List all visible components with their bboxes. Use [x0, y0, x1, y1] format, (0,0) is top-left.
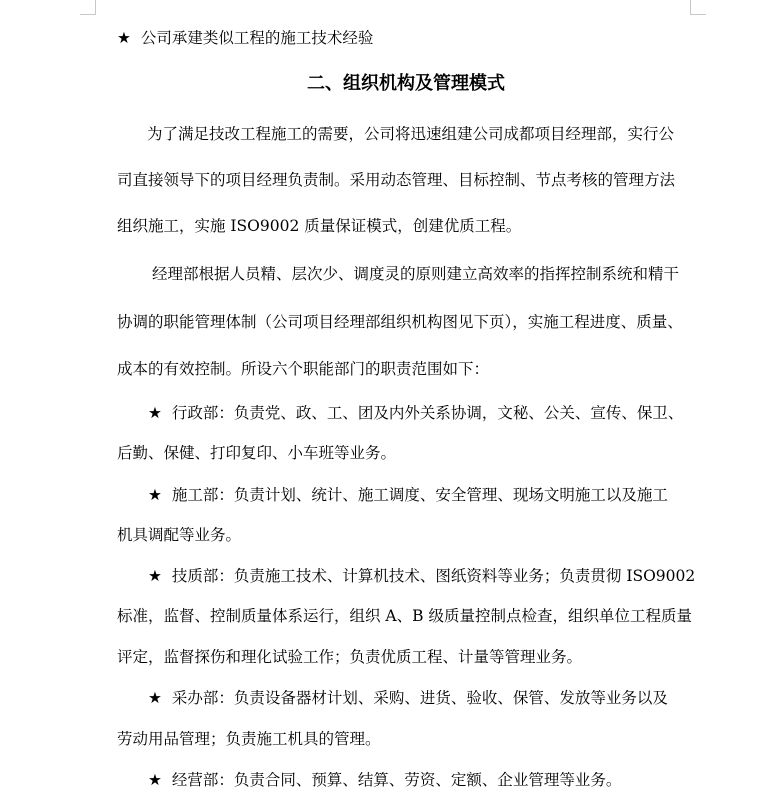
line-text: 经营部：负责合同、预算、结算、劳资、定额、企业管理等业务。: [171, 771, 622, 789]
bullet-line-tech-quality: [148, 566, 695, 586]
line-text: 采办部：负责设备器材计划、采购、进货、验收、保管、发放等业务以及: [171, 689, 668, 707]
star-icon: ★: [148, 689, 162, 707]
paragraph-line: 经理部根据人员精、层次少、调度灵的原则建立高效率的指挥控制系统和精干: [152, 265, 680, 283]
line-text: 施工部：负责计划、统计、施工调度、安全管理、现场文明施工以及施工: [171, 486, 668, 504]
paragraph-line: 协调的职能管理体制（公司项目经理部组织机构图见下页），实施工程进度、质量、: [117, 313, 683, 331]
paragraph-line: 劳动用品管理；负责施工机具的管理。: [117, 730, 381, 748]
line-text: 公司承建类似工程的施工技术经验: [140, 29, 374, 47]
crop-mark-top-left: [95, 0, 96, 14]
crop-mark-top-right: [690, 0, 691, 14]
paragraph-line: 机具调配等业务。: [117, 526, 242, 544]
paragraph-line: 后勤、保健、打印复印、小车班等业务。: [117, 444, 397, 462]
line-text: 技质部：负责施工技术、计算机技术、图纸资料等业务；负责贯彻 ISO9002: [171, 567, 696, 585]
line-text: 行政部：负责党、政、工、团及内外关系协调，文秘、公关、宣传、保卫、: [171, 404, 684, 422]
paragraph-line: 成本的有效控制。所设六个职能部门的职责范围如下：: [117, 360, 490, 378]
bullet-line-construction: [148, 485, 668, 505]
crop-mark-top-left: [80, 14, 96, 15]
bullet-line-admin: [148, 403, 683, 423]
bullet-line-business: [148, 770, 621, 790]
bullet-line-procurement: [148, 688, 668, 708]
star-icon: ★: [148, 404, 162, 422]
star-icon: ★: [148, 771, 162, 789]
star-icon: ★: [148, 567, 162, 585]
paragraph-line: 标准，监督、控制质量体系运行，组织 A、B 级质量控制点检查，组织单位工程质量: [117, 607, 692, 625]
crop-mark-top-right: [690, 14, 706, 15]
bullet-line-experience: [117, 28, 373, 48]
star-icon: ★: [148, 486, 162, 504]
star-icon: ★: [117, 29, 131, 47]
paragraph-line: 司直接领导下的项目经理负责制。采用动态管理、目标控制、节点考核的管理方法: [117, 171, 676, 189]
paragraph-line: 组织施工，实施 ISO9002 质量保证模式，创建优质工程。: [117, 217, 522, 235]
paragraph-line: 评定，监督探伤和理化试验工作；负责优质工程、计量等管理业务。: [117, 648, 583, 666]
paragraph-line: 为了满足技改工程施工的需要，公司将迅速组建公司成都项目经理部，实行公: [147, 125, 675, 143]
section-heading: 二、组织机构及管理模式: [307, 73, 505, 94]
